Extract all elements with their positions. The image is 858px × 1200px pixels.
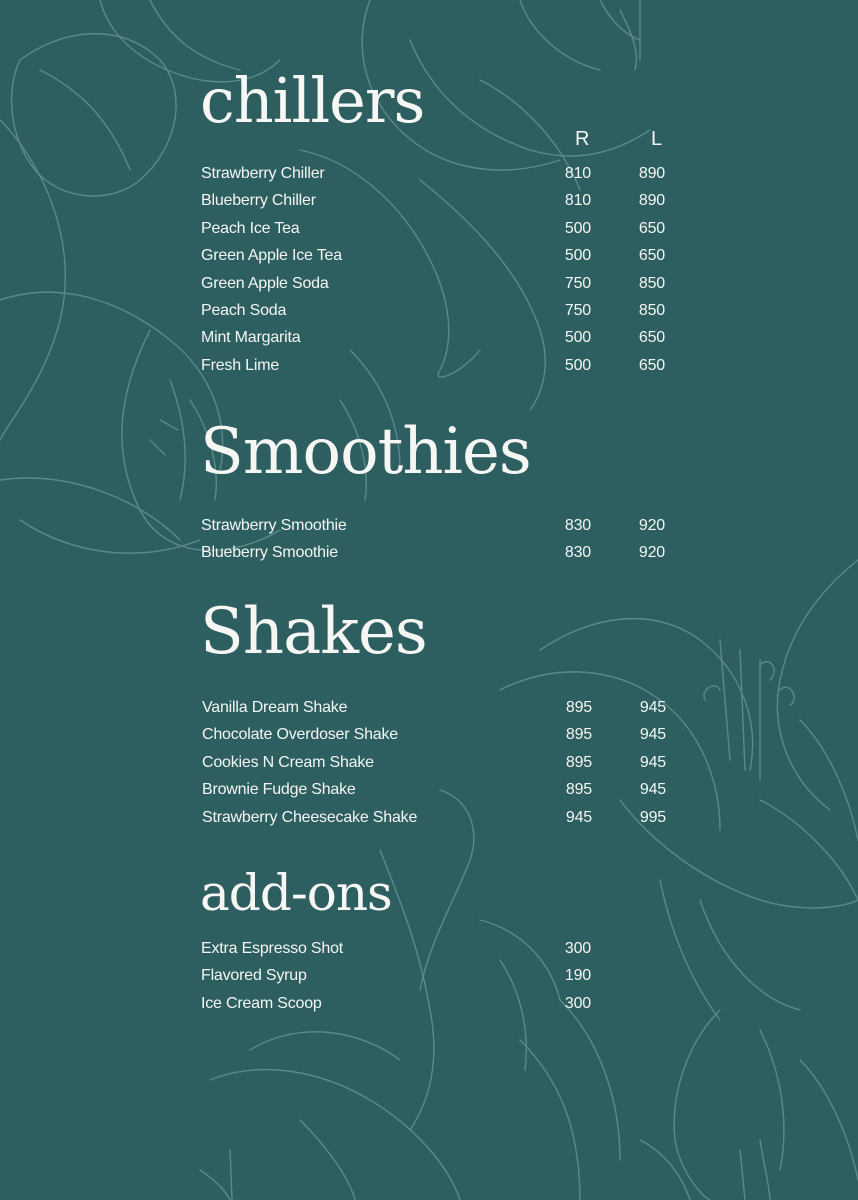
price-regular: 895 xyxy=(565,699,592,716)
list-item xyxy=(202,809,672,836)
list-item xyxy=(202,781,672,808)
price-regular: 830 xyxy=(564,544,591,562)
price-regular: 500 xyxy=(564,219,591,237)
smoothies-list xyxy=(201,517,671,572)
price-regular: 750 xyxy=(564,274,591,292)
list-item xyxy=(201,247,671,274)
chillers-list xyxy=(201,165,671,384)
item-name: Peach Ice Tea xyxy=(201,219,300,237)
item-name: Blueberry Chiller xyxy=(201,192,316,210)
item-name: Strawberry Cheesecake Shake xyxy=(202,808,418,826)
list-item xyxy=(202,726,672,753)
list-item xyxy=(201,275,671,302)
price-regular: 945 xyxy=(565,808,592,826)
item-name: Extra Espresso Shot xyxy=(201,940,344,957)
item-name: Mint Margarita xyxy=(201,329,301,347)
list-item xyxy=(201,544,671,571)
price-large: 920 xyxy=(638,517,665,534)
price-large: 945 xyxy=(639,699,666,716)
list-item xyxy=(201,220,671,247)
item-name: Peach Soda xyxy=(201,301,287,319)
price-large: 650 xyxy=(638,329,665,347)
list-item xyxy=(201,967,671,994)
item-name: Vanilla Dream Shake xyxy=(202,699,348,716)
size-header-regular: R xyxy=(575,128,590,150)
size-header-large: L xyxy=(651,128,663,150)
list-item xyxy=(201,165,671,192)
shakes-title: Shakes xyxy=(200,595,427,669)
price-regular: 810 xyxy=(564,165,591,182)
addons-list xyxy=(201,940,671,1022)
price-large: 890 xyxy=(638,192,665,210)
price-regular: 810 xyxy=(564,192,591,210)
price-regular: 895 xyxy=(565,781,592,799)
price-large: 920 xyxy=(638,544,665,562)
price-regular: 830 xyxy=(564,517,591,534)
item-name: Blueberry Smoothie xyxy=(201,544,338,562)
price-regular: 300 xyxy=(564,940,591,957)
price-large: 650 xyxy=(638,356,665,374)
price-regular: 300 xyxy=(564,994,591,1012)
list-item xyxy=(201,517,671,544)
price-regular: 750 xyxy=(564,301,591,319)
shakes-list xyxy=(202,699,672,836)
price-regular: 895 xyxy=(565,726,592,744)
price-regular: 895 xyxy=(565,753,592,771)
list-item xyxy=(201,940,671,967)
item-name: Flavored Syrup xyxy=(201,967,307,985)
price-large: 995 xyxy=(639,808,666,826)
item-name: Brownie Fudge Shake xyxy=(202,781,356,799)
item-name: Strawberry Smoothie xyxy=(201,517,347,534)
price-large: 650 xyxy=(638,247,665,265)
item-name: Ice Cream Scoop xyxy=(201,994,322,1012)
price-large: 650 xyxy=(638,219,665,237)
addons-title: add-ons xyxy=(200,864,392,922)
price-large: 945 xyxy=(639,726,666,744)
price-large: 945 xyxy=(639,753,666,771)
price-regular: 190 xyxy=(564,967,591,985)
price-regular: 500 xyxy=(564,247,591,265)
list-item xyxy=(202,699,672,726)
item-name: Green Apple Ice Tea xyxy=(201,247,342,265)
price-large: 850 xyxy=(638,301,665,319)
list-item xyxy=(201,329,671,356)
list-item xyxy=(201,192,671,219)
price-regular: 500 xyxy=(564,329,591,347)
price-large: 945 xyxy=(639,781,666,799)
item-name: Cookies N Cream Shake xyxy=(202,753,374,771)
list-item xyxy=(202,754,672,781)
price-regular: 500 xyxy=(564,356,591,374)
price-large: 890 xyxy=(638,165,665,182)
item-name: Strawberry Chiller xyxy=(201,165,325,182)
item-name: Green Apple Soda xyxy=(201,274,329,292)
list-item xyxy=(201,357,671,384)
item-name: Chocolate Overdoser Shake xyxy=(202,726,399,744)
chillers-title: chillers xyxy=(200,64,425,137)
list-item xyxy=(201,995,671,1022)
price-large: 850 xyxy=(638,274,665,292)
item-name: Fresh Lime xyxy=(201,356,280,374)
list-item xyxy=(201,302,671,329)
smoothies-title: Smoothies xyxy=(200,415,531,489)
